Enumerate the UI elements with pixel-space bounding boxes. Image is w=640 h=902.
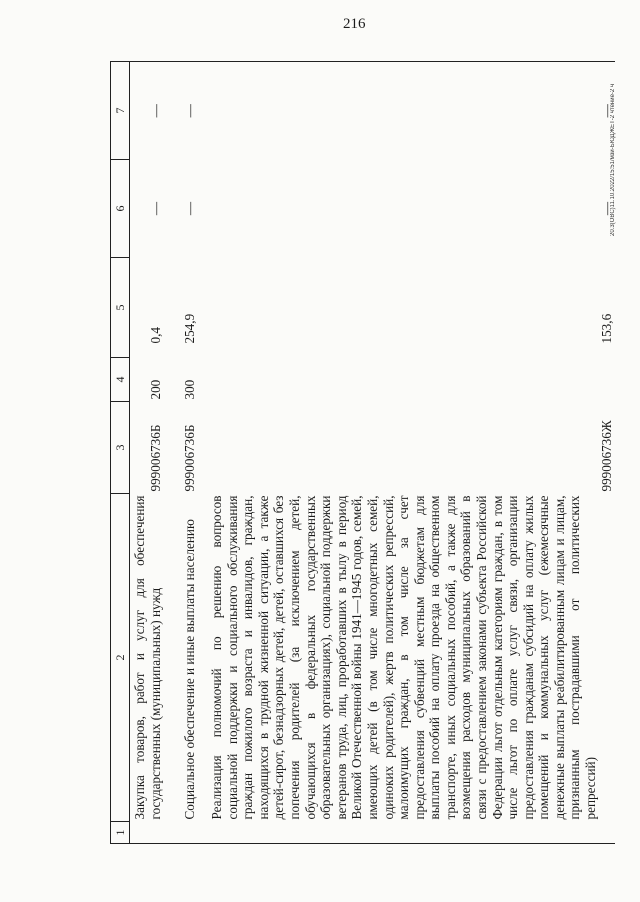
header-col-4: 4: [111, 358, 130, 402]
header-col-1: 1: [111, 822, 130, 844]
row-number: [130, 822, 164, 844]
row-number: [164, 822, 198, 844]
row-type: [197, 358, 615, 402]
row-code: 999006736Ж: [599, 420, 615, 492]
budget-table: [110, 61, 615, 844]
table-row: [164, 62, 198, 844]
row-col7: —: [164, 62, 198, 160]
side-note: 20.3(OBC)11.10.2022/15:51/мзи-БЮДЖЕТ-2 чтение-2 ч: [610, 83, 616, 236]
row-col6: —: [181, 201, 197, 216]
row-number: [197, 822, 615, 844]
row-type: 300: [181, 379, 197, 400]
row-type: 200: [148, 379, 163, 400]
header-col-7: 7: [111, 62, 130, 160]
row-code: 999006736Б: [148, 424, 163, 492]
row-col6: —: [148, 201, 163, 216]
row-col6: —: [599, 201, 615, 216]
table-row: [130, 62, 164, 844]
table-row: [197, 62, 615, 844]
page-number: 216: [343, 16, 366, 32]
table-header-row: [111, 62, 130, 844]
row-code: 999006736Б: [181, 424, 197, 492]
row-description: Реализация полномочий по решению вопросов социальной поддержки и социального обслуживания граждан пожилого возраста и инвалидов, граждан, находящихся в трудной жизненной ситуации, а также детей-сирот, безнадзорных детей, детей, оставшихся без попечения родителей (за исключением детей, обучающихся в федеральных государственных образовательных организациях), социальной поддержки ветеранов труда, лиц, проработавших в тылу в период Великой Отечественной войны 1941—1945 годов, семей, имеющих детей (в том числе многодетных семей, одиноких родителей), жертв политических репрессий, малоимущих граждан, в том числе за счет предоставления субвенций местным бюджетам для выплаты пособий на оплату проезда на общественном транспорте, иных социальных пособий, а также для возмещения расходов муниципальных образований в связи с предоставлением законами субъекта Российской Федерации льгот отдельным категориям граждан, в том числе льгот по оплате услуг связи, организации предоставления гражданам субсидий на оплату жилых помещений и коммунальных услуг (ежемесячные денежные выплаты реабилитированным лицам и лицам, признанным пострадавшими от политических репрессий): [209, 495, 599, 820]
row-col7: —: [130, 62, 164, 160]
row-col7: —: [197, 62, 615, 160]
header-col-2: 2: [111, 494, 130, 822]
row-amount: 254,9: [181, 313, 197, 344]
row-description: Социальное обеспечение и иные выплаты населению: [181, 519, 197, 820]
header-col-6: 6: [111, 160, 130, 258]
header-col-3: 3: [111, 402, 130, 494]
header-col-5: 5: [111, 258, 130, 358]
row-amount: 153,6: [599, 313, 615, 344]
row-amount: 0,4: [148, 327, 163, 344]
row-description: Закупка товаров, работ и услуг для обеспечения государственных (муниципальных) нужд: [132, 495, 163, 820]
